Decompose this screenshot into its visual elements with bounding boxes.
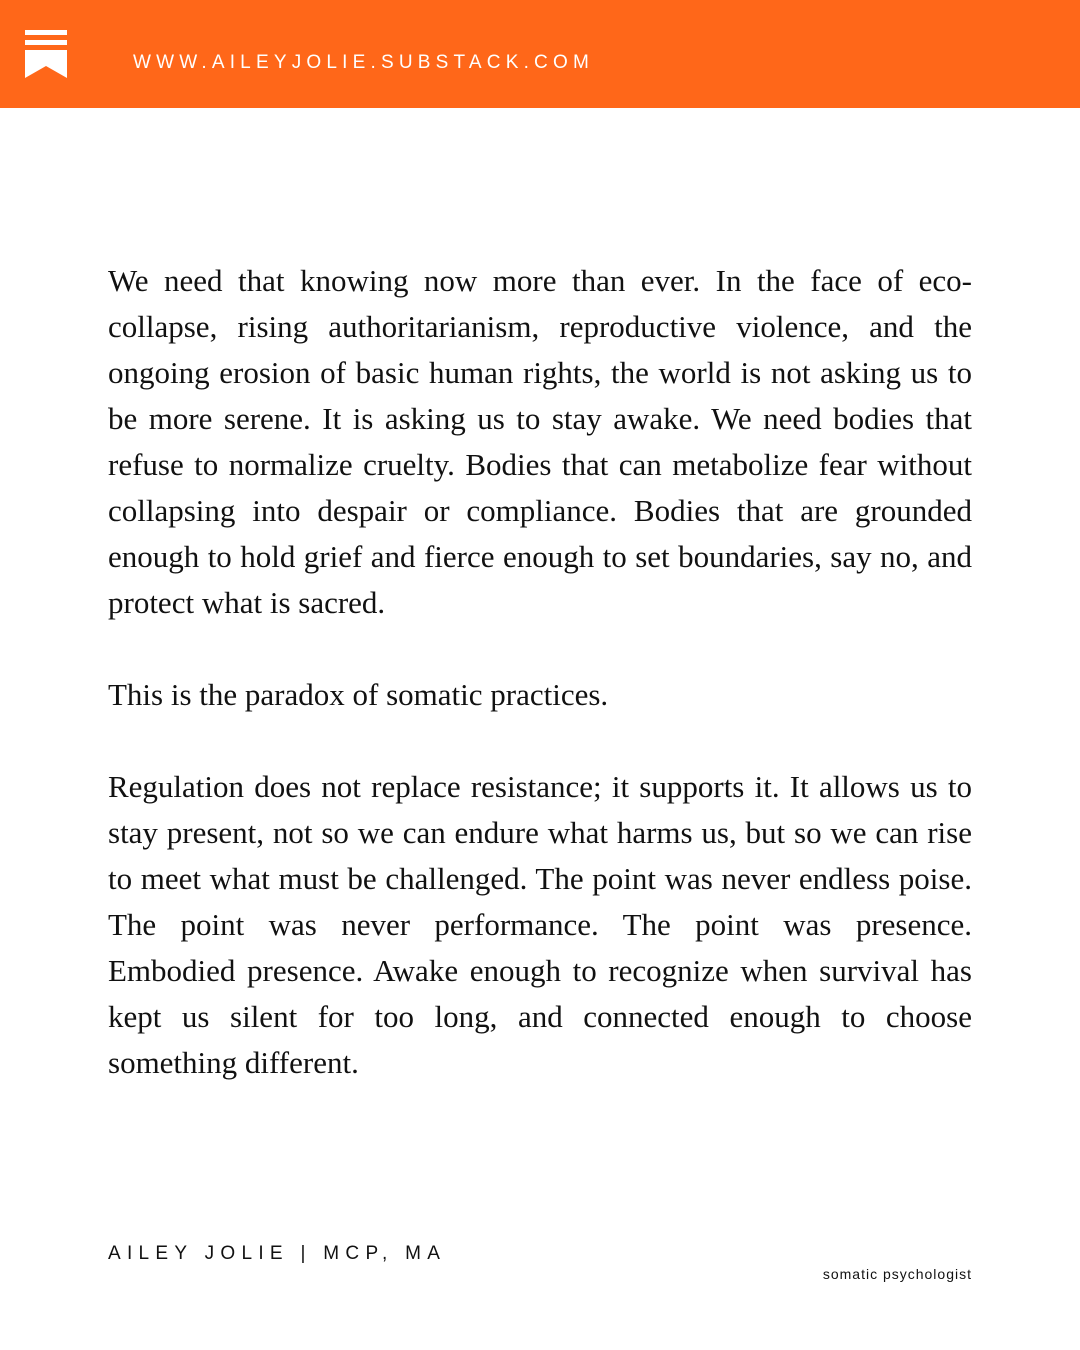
header-bar <box>0 0 1080 108</box>
article-body <box>108 258 972 1086</box>
substack-logo-icon[interactable] <box>25 30 67 78</box>
paragraph-2: This is the paradox of somatic practices. <box>108 677 609 712</box>
site-url[interactable]: WWW.AILEYJOLIE.SUBSTACK.COM <box>133 52 594 73</box>
author-name: AILEY JOLIE | MCP, MA <box>108 1243 447 1264</box>
author-title: somatic psychologist <box>822 1266 972 1282</box>
paragraph-3: Regulation does not replace resistance; it supports it. It allows us to stay present, not so we can endure what harms us, but so we can rise to meet what must be challenged. The point was never endless poise. The point was never performance. The point was presence. Embodied presence. Awake enough to recognize when survival has kept us silent for too long, and connected enough to choose something different. <box>108 769 972 1080</box>
paragraph-1: We need that knowing now more than ever. In the face of eco-collapse, rising authoritarianism, reproductive violence, and the ongoing erosion of basic human rights, the world is not asking us to be more serene. It is asking us to stay awake. We need bodies that refuse to normalize cruelty. Bodies that can metabolize fear without collapsing into despair or compliance. Bodies that are grounded enough to hold grief and fierce enough to set boundaries, say no, and protect what is sacred. <box>108 263 972 620</box>
